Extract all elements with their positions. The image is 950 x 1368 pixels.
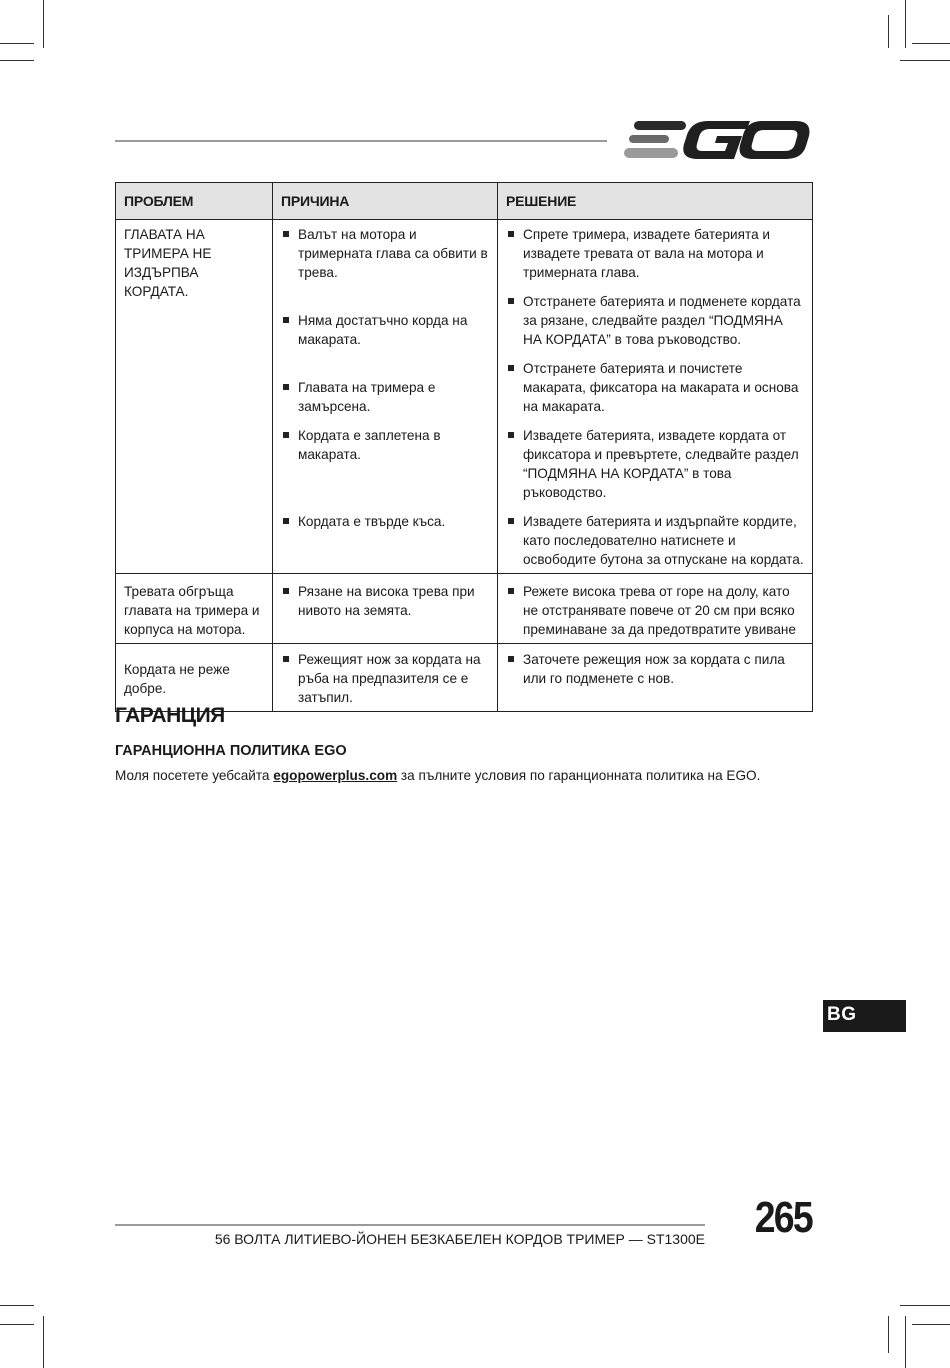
cause-item: Кордата е твърде къса. (281, 512, 489, 531)
table-row (116, 644, 813, 712)
solution-item: Отстранете батерията и почистете макарата, фиксатора на макарата и основа на макарата. (506, 359, 804, 416)
ego-logo (622, 116, 812, 164)
bullet-icon (283, 518, 289, 524)
cause-item: Валът на мотора и тримерната глава са обвити в трева. (281, 225, 489, 282)
crop-mark (888, 1316, 889, 1353)
footer-product-title: 56 ВОЛТА ЛИТИЕВО-ЙОНЕН БЕЗКАБЕЛЕН КОРДОВ ТРИМЕР — ST1300E (214, 1231, 705, 1247)
header-solution: РЕШЕНИЕ (498, 183, 813, 220)
problem-text: Тревата обгръща главата на тримера и корпуса на мотора. (124, 584, 260, 637)
crop-mark (0, 43, 34, 44)
warranty-text-after: за пълните условия по гаранционната политика на EGO. (397, 768, 761, 783)
warranty-text-before: Моля посетете уебсайта (115, 768, 274, 783)
bullet-icon (283, 384, 289, 390)
bullet-icon (508, 518, 514, 524)
crop-mark (888, 15, 889, 48)
cause-item: Режещият нож за кордата на ръба на предпазителя се е затъпил. (281, 650, 489, 707)
solution-item: Извадете батерията, извадете кордата от фиксатора и превъртете, следвайте раздел “ПОДМЯНА НА КОРДАТА” в това ръководство. (506, 426, 804, 502)
warranty-text (115, 768, 760, 783)
crop-mark (0, 1324, 34, 1325)
problem-text: Кордата не реже добре. (124, 662, 230, 696)
crop-mark (912, 1324, 950, 1325)
header-cause: ПРИЧИНА (273, 183, 498, 220)
problem-cell (116, 574, 273, 644)
table-row (116, 220, 813, 574)
cause-cell (273, 220, 498, 574)
solution-item: Заточете режещия нож за кордата с пила или го подменете с нов. (506, 650, 804, 688)
bullet-icon (283, 656, 289, 662)
solution-item: Режете висока трева от горе на долу, като не отстранявате повече от 20 см при всяко преминаване за да предотвратите увиване (506, 582, 804, 639)
cause-cell (273, 574, 498, 644)
website-link[interactable]: egopowerplus.com (273, 768, 398, 783)
table-header-row (116, 183, 813, 220)
crop-mark (43, 1316, 44, 1368)
cause-cell (273, 644, 498, 712)
cause-item: Няма достатъчно корда на макарата. (281, 311, 489, 349)
page-number: 265 (754, 1193, 812, 1242)
solution-item: Отстранете батерията и подменете кордата за рязане, следвайте раздел “ПОДМЯНА НА КОРДАТА” в това ръководство. (506, 292, 804, 349)
header-rule (115, 140, 607, 142)
crop-mark (0, 1305, 34, 1306)
bullet-icon (508, 588, 514, 594)
warranty-subtitle: ГАРАНЦИОННА ПОЛИТИКА EGO (115, 743, 347, 759)
table-row (116, 574, 813, 644)
bullet-icon (508, 365, 514, 371)
cause-item: Рязане на висока трева при нивото на земята. (281, 582, 489, 620)
crop-mark (905, 0, 906, 48)
footer-rule (115, 1224, 705, 1226)
cause-item: Главата на тримера е замърсена. (281, 378, 489, 416)
solution-cell (498, 220, 813, 574)
solution-cell (498, 644, 813, 712)
bullet-icon (283, 588, 289, 594)
problem-cell (116, 220, 273, 574)
header-problem: ПРОБЛЕМ (116, 183, 273, 220)
solution-cell (498, 574, 813, 644)
cause-item: Кордата е заплетена в макарата. (281, 426, 489, 464)
crop-mark (900, 60, 950, 61)
bullet-icon (508, 231, 514, 237)
crop-mark (905, 1316, 906, 1368)
bullet-icon (508, 432, 514, 438)
bullet-icon (283, 317, 289, 323)
problem-text: ГЛАВАТА НА ТРИМЕРА НЕ ИЗДЪРПВА КОРДАТА. (124, 227, 212, 299)
troubleshooting-table (115, 182, 813, 712)
crop-mark (900, 1305, 950, 1306)
crop-mark (912, 43, 950, 44)
ego-logo-text: EGO (717, 146, 720, 147)
problem-cell (116, 644, 273, 712)
bullet-icon (508, 298, 514, 304)
warranty-title: ГАРАНЦИЯ (115, 704, 225, 727)
crop-mark (0, 60, 34, 61)
language-tab: BG (823, 1000, 906, 1032)
crop-mark (43, 0, 44, 48)
bullet-icon (283, 432, 289, 438)
solution-item: Извадете батерията и издърпайте кордите, като последователно натиснете и освободите бутона за отпускане на кордата. (506, 512, 804, 569)
bullet-icon (508, 656, 514, 662)
bullet-icon (283, 231, 289, 237)
solution-item: Спрете тримера, извадете батерията и извадете тревата от вала на мотора и тримерната глава. (506, 225, 804, 282)
